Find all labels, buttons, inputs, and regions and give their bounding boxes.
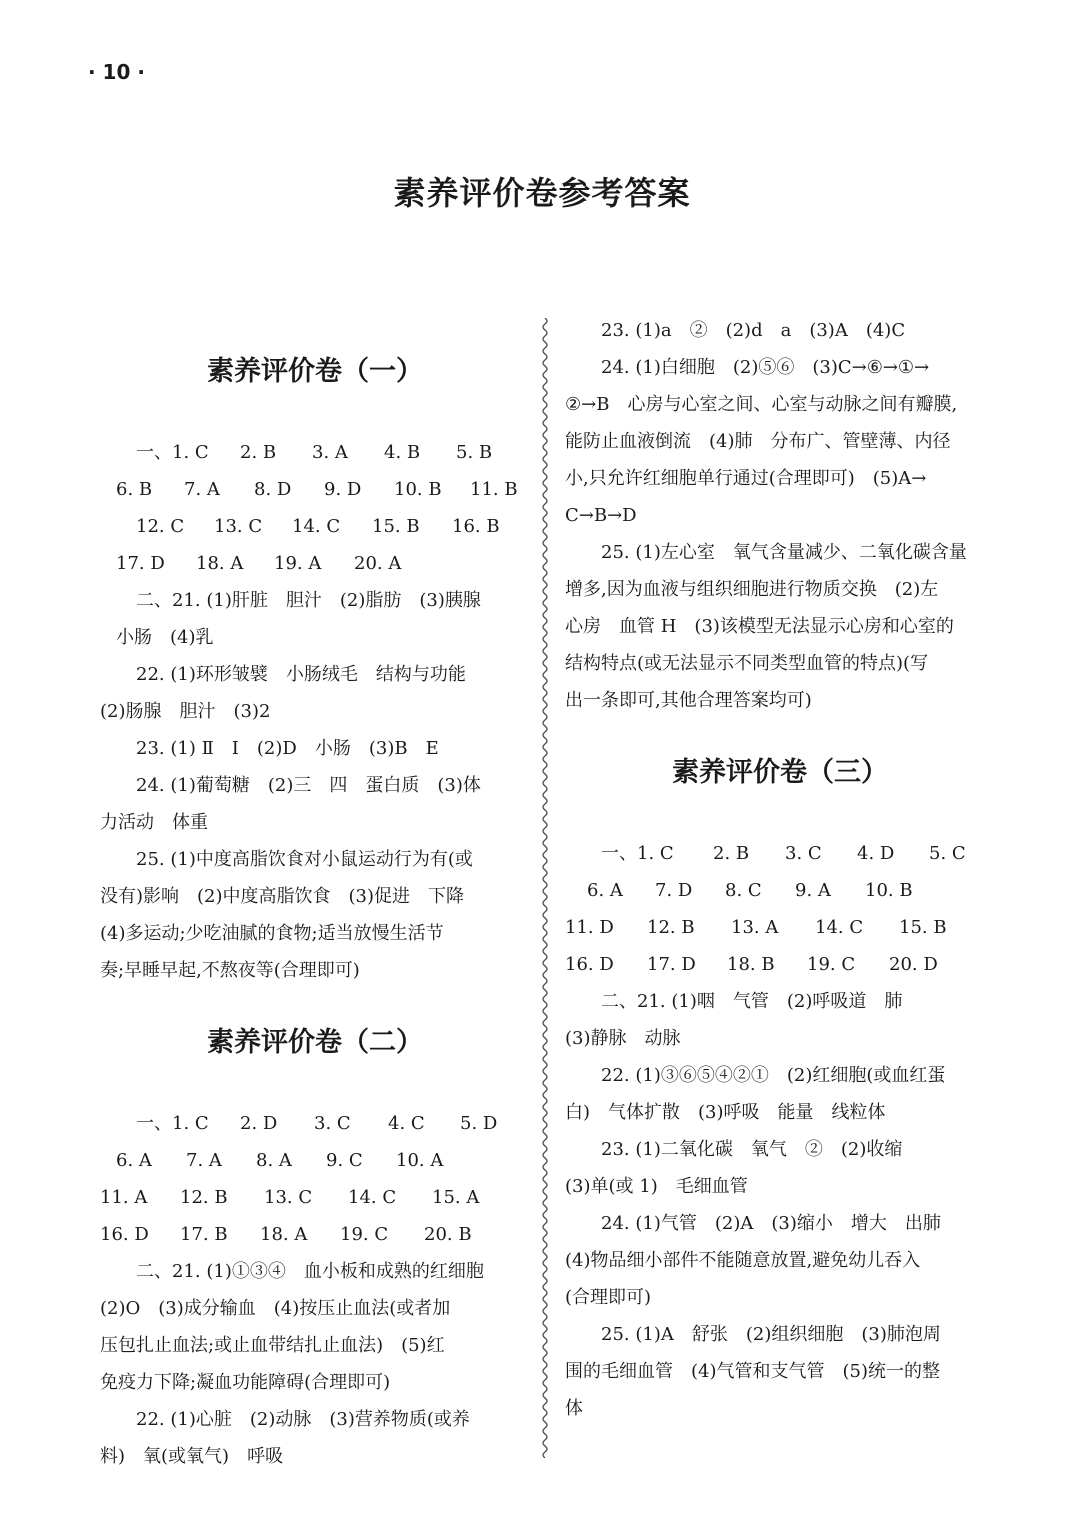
mc-answer: 9. C [326, 1150, 363, 1171]
mc-answer: 17. B [180, 1224, 228, 1245]
mc-answer: 5. C [929, 843, 966, 864]
left-column [100, 318, 530, 1475]
answer-line: (4)物品细小部件不能随意放置,避免幼儿吞入 [565, 1250, 921, 1271]
mc-answer: 7. A [184, 479, 220, 500]
mc-row [100, 1216, 530, 1253]
mc-answer: 7. D [655, 880, 693, 901]
mc-answer: 17. D [116, 553, 165, 574]
mc-answer: 20. A [354, 553, 402, 574]
answer-line: 23. (1) Ⅱ Ⅰ (2)D 小肠 (3)B E [136, 738, 439, 759]
mc-answer: 16. D [100, 1224, 149, 1245]
mc-answer: 17. D [647, 954, 696, 975]
answer-line: 22. (1)心脏 (2)动脉 (3)营养物质(或养 [136, 1409, 470, 1430]
mc-answer: 13. C [214, 516, 263, 537]
answer-line: 力活动 体重 [100, 812, 208, 833]
section-title-1: 素养评价卷（一） [207, 356, 423, 387]
mc-row [565, 909, 995, 946]
mc-answer: 16. B [452, 516, 500, 537]
mc-row [100, 545, 530, 582]
mc-row [100, 508, 530, 545]
right-column [565, 312, 995, 1427]
answer-line: 围的毛细血管 (4)气管和支气管 (5)统一的整 [565, 1361, 940, 1382]
mc-answer: 9. A [795, 880, 831, 901]
mc-row [565, 835, 995, 872]
mc-answer: 14. C [292, 516, 341, 537]
mc-answer: 13. C [264, 1187, 313, 1208]
mc-answer: 2. B [713, 843, 750, 864]
mc-answer: 12. B [647, 917, 695, 938]
mc-answer: 4. C [388, 1113, 425, 1134]
mc-answer: 5. B [456, 442, 493, 463]
answer-line: 二、21. (1)咽 气管 (2)呼吸道 肺 [601, 991, 903, 1012]
mc-answer: 8. C [725, 880, 762, 901]
mc-answer: 2. D [240, 1113, 278, 1134]
mc-answer: 18. A [196, 553, 244, 574]
mc-answer: 16. D [565, 954, 614, 975]
answer-line: 料) 氧(或氧气) 呼吸 [100, 1446, 284, 1467]
answer-line: 25. (1)左心室 氧气含量减少、二氧化碳含量 [601, 542, 967, 563]
mc-answer: 一、1. C [136, 1113, 209, 1134]
mc-answer: 12. C [136, 516, 185, 537]
mc-answer: 20. B [424, 1224, 472, 1245]
answer-line: (2)肠腺 胆汁 (3)2 [100, 701, 271, 722]
section-title-2: 素养评价卷（二） [207, 1027, 423, 1058]
answer-line: 23. (1)二氧化碳 氧气 ② (2)收缩 [601, 1139, 903, 1160]
answer-line: 白) 气体扩散 (3)呼吸 能量 线粒体 [565, 1102, 886, 1123]
mc-answer: 3. C [314, 1113, 351, 1134]
mc-answer: 4. D [857, 843, 895, 864]
mc-answer: 15. B [372, 516, 420, 537]
mc-answer: 一、1. C [136, 442, 209, 463]
answer-line: (4)多运动;少吃油腻的食物;适当放慢生活节 [100, 923, 444, 944]
mc-row [100, 471, 530, 508]
mc-answer: 11. B [470, 479, 518, 500]
answer-line: 二、21. (1)肝脏 胆汁 (2)脂肪 (3)胰腺 [136, 590, 481, 611]
mc-answer: 5. D [460, 1113, 498, 1134]
answer-line: ②→B 心房与心室之间、心室与动脉之间有瓣膜, [565, 394, 958, 415]
mc-answer: 6. A [587, 880, 623, 901]
answer-line: 出一条即可,其他合理答案均可) [565, 690, 812, 711]
mc-answer: 11. A [100, 1187, 148, 1208]
answer-line: 25. (1)中度高脂饮食对小鼠运动行为有(或 [136, 849, 473, 870]
mc-answer: 19. A [274, 553, 322, 574]
answer-line: (2)O (3)成分输血 (4)按压止血法(或者加 [100, 1298, 451, 1319]
mc-answer: 6. A [116, 1150, 152, 1171]
answer-line: 23. (1)a ② (2)d a (3)A (4)C [601, 320, 906, 341]
mc-answer: 10. A [396, 1150, 444, 1171]
mc-answer: 4. B [384, 442, 421, 463]
answer-line: 22. (1)环形皱襞 小肠绒毛 结构与功能 [136, 664, 466, 685]
mc-answer: 19. C [807, 954, 856, 975]
mc-answer: 13. A [731, 917, 779, 938]
mc-row [100, 434, 530, 471]
answer-line: 结构特点(或无法显示不同类型血管的特点)(写 [565, 653, 929, 674]
mc-answer: 3. C [785, 843, 822, 864]
mc-answer: 15. B [899, 917, 947, 938]
mc-row [100, 1105, 530, 1142]
mc-answer: 3. A [312, 442, 348, 463]
answer-line: 22. (1)③⑥⑤④②① (2)红细胞(或血红蛋 [601, 1065, 946, 1086]
mc-answer: 14. C [815, 917, 864, 938]
answer-line: 24. (1)葡萄糖 (2)三 四 蛋白质 (3)体 [136, 775, 481, 796]
mc-answer: 11. D [565, 917, 614, 938]
mc-answer: 19. C [340, 1224, 389, 1245]
answer-line: 24. (1)白细胞 (2)⑤⑥ (3)C→⑥→①→ [601, 357, 930, 378]
answer-line: (3)单(或 1) 毛细血管 [565, 1176, 748, 1197]
answer-line: 小,只允许红细胞单行通过(合理即可) (5)A→ [565, 468, 927, 489]
mc-answer: 18. B [727, 954, 775, 975]
page-number: · 10 · [88, 60, 145, 84]
column-divider [540, 318, 550, 1458]
mc-row [565, 946, 995, 983]
answer-line: 小肠 (4)乳 [116, 627, 214, 648]
answer-line: 25. (1)A 舒张 (2)组织细胞 (3)肺泡周 [601, 1324, 941, 1345]
mc-answer: 10. B [865, 880, 913, 901]
answer-line: 心房 血管 H (3)该模型无法显示心房和心室的 [565, 616, 954, 637]
mc-answer: 20. D [889, 954, 938, 975]
mc-answer: 一、1. C [601, 843, 674, 864]
mc-answer: 8. D [254, 479, 292, 500]
answer-line: 24. (1)气管 (2)A (3)缩小 增大 出肺 [601, 1213, 941, 1234]
answer-line: 二、21. (1)①③④ 血小板和成熟的红细胞 [136, 1261, 484, 1282]
mc-answer: 18. A [260, 1224, 308, 1245]
answer-line: 体 [565, 1398, 583, 1419]
mc-answer: 12. B [180, 1187, 228, 1208]
answer-line: 能防止血液倒流 (4)肺 分布广、管壁薄、内径 [565, 431, 951, 452]
answer-line: 免疫力下降;凝血功能障碍(合理即可) [100, 1372, 391, 1393]
section-title-3: 素养评价卷（三） [672, 757, 888, 788]
mc-answer: 14. C [348, 1187, 397, 1208]
answer-line: (3)静脉 动脉 [565, 1028, 681, 1049]
mc-answer: 9. D [324, 479, 362, 500]
answer-line: 没有)影响 (2)中度高脂饮食 (3)促进 下降 [100, 886, 465, 907]
mc-answer: 15. A [432, 1187, 480, 1208]
answer-line: C→B→D [565, 505, 637, 526]
mc-answer: 2. B [240, 442, 277, 463]
answer-line: 压包扎止血法;或止血带结扎止血法) (5)红 [100, 1335, 445, 1356]
mc-answer: 8. A [256, 1150, 292, 1171]
answer-line: 奏;早睡早起,不熬夜等(合理即可) [100, 960, 360, 981]
mc-row [100, 1142, 530, 1179]
mc-answer: 10. B [394, 479, 442, 500]
mc-row [100, 1179, 530, 1216]
answer-line: 增多,因为血液与组织细胞进行物质交换 (2)左 [565, 579, 939, 600]
answer-line: (合理即可) [565, 1287, 652, 1308]
document-title: 素养评价卷参考答案 [393, 174, 691, 212]
mc-row [565, 872, 995, 909]
mc-answer: 6. B [116, 479, 153, 500]
mc-answer: 7. A [186, 1150, 222, 1171]
